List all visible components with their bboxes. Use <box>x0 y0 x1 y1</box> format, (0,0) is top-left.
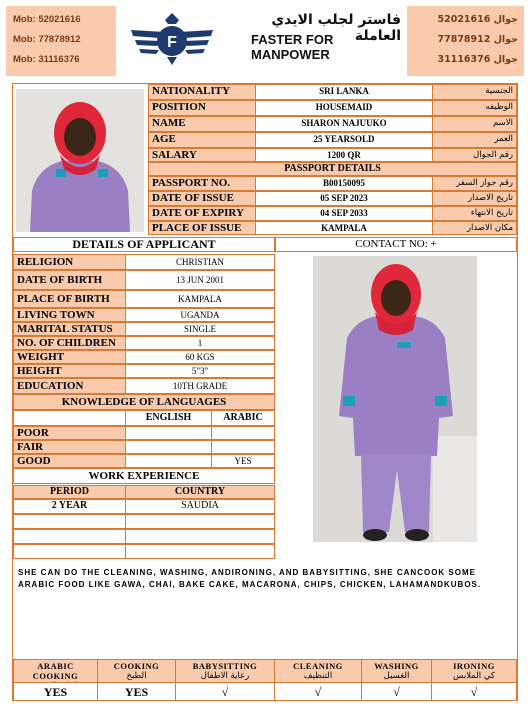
field-label: PLACE OF ISSUE <box>148 221 256 235</box>
field-label: AGE <box>148 132 256 148</box>
skill-header <box>97 659 176 683</box>
passport-details-title: PASSPORT DETAILS <box>148 162 517 176</box>
experience-period <box>13 514 126 529</box>
skill-name: CLEANING <box>293 661 343 671</box>
skill-value: √ <box>175 682 275 701</box>
field-label: SALARY <box>148 148 256 162</box>
field-value: 04 SEP 2033 <box>255 206 433 221</box>
detail-label: MARITAL STATUS <box>13 322 126 336</box>
language-level-label: GOOD <box>13 454 126 468</box>
detail-label: NO. OF CHILDREN <box>13 336 126 350</box>
arabic-header: ARABIC <box>211 410 275 426</box>
detail-label: DATE OF BIRTH <box>13 270 126 290</box>
detail-label: EDUCATION <box>13 378 126 394</box>
skill-name-arabic: كي الملابس <box>453 671 495 681</box>
header-contacts-left <box>6 6 116 76</box>
field-value: SHARON NAJUUKO <box>255 116 433 132</box>
field-label: NATIONALITY <box>148 84 256 100</box>
english-header: ENGLISH <box>125 410 212 426</box>
skill-value: √ <box>274 682 362 701</box>
skill-header <box>361 659 432 683</box>
english-level-value <box>125 440 212 454</box>
field-label-arabic: تاريخ الاصدار <box>432 191 517 206</box>
skill-name: ARABIC COOKING <box>32 661 79 681</box>
field-value: 1200 QR <box>255 148 433 162</box>
field-label: NAME <box>148 116 256 132</box>
logo-letter: F <box>167 34 177 51</box>
period-header: PERIOD <box>13 485 126 499</box>
skills-description: SHE CAN DO THE CLEANING, WASHING, ANDIRONING, AND BABYSITTING, SHE CANCOOK SOME ARABIC FOOD LIKE GAWA, CHAI, BAKE CAKE, MACARONA, CHIPS, CHICKEN, LAHAMANDKUBOS. <box>18 568 482 589</box>
detail-label: LIVING TOWN <box>13 308 126 322</box>
mobile-number: Mob: 77878912 <box>13 34 81 45</box>
experience-country <box>125 514 275 529</box>
field-label-arabic: العمر <box>432 132 517 148</box>
field-label: POSITION <box>148 100 256 116</box>
skill-value: YES <box>97 682 176 701</box>
arabic-level-value: YES <box>211 454 275 468</box>
field-label-arabic: الجنسية <box>432 84 517 100</box>
field-label-arabic: رقم الجوال <box>432 148 517 162</box>
company-name-arabic: فاستر لجلب الايدي العاملة <box>271 12 401 44</box>
detail-value: 10TH GRADE <box>125 378 275 394</box>
blank-cell <box>13 410 126 426</box>
experience-period: 2 YEAR <box>13 499 126 514</box>
field-value: 25 YEARSOLD <box>255 132 433 148</box>
field-value: B00150095 <box>255 176 433 191</box>
detail-value: 1 <box>125 336 275 350</box>
field-label-arabic: مكان الاصدار <box>432 221 517 235</box>
skill-name: BABYSITTING <box>192 661 258 671</box>
skill-header <box>431 659 517 683</box>
mobile-number: Mob: 52021616 <box>13 14 81 25</box>
english-level-value <box>125 426 212 440</box>
field-label-arabic: الاسم <box>432 116 517 132</box>
field-value: SRI LANKA <box>255 84 433 100</box>
skill-name: IRONING <box>453 661 495 671</box>
experience-country <box>125 544 275 559</box>
mobile-number-arabic: 31116376 جوال <box>437 54 518 65</box>
detail-value: 13 JUN 2001 <box>125 270 275 290</box>
field-label-arabic: تاريخ الانتهاء <box>432 206 517 221</box>
eagle-emblem-icon <box>129 10 215 68</box>
field-label: DATE OF EXPIRY <box>148 206 256 221</box>
skill-value: √ <box>431 682 517 701</box>
mobile-number-arabic: 77878912 جوال <box>437 34 518 45</box>
experience-period <box>13 529 126 544</box>
detail-label: PLACE OF BIRTH <box>13 290 126 308</box>
applicant-full-body-photo <box>313 256 477 542</box>
mobile-number-arabic: 52021616 جوال <box>437 14 518 25</box>
experience-country <box>125 529 275 544</box>
contact-number: CONTACT NO: + <box>275 237 517 252</box>
skill-header <box>274 659 362 683</box>
company-logo <box>123 6 401 76</box>
detail-value: 60 KGS <box>125 350 275 364</box>
skill-name-arabic: الغسيل <box>383 671 410 681</box>
experience-country: SAUDIA <box>125 499 275 514</box>
languages-title: KNOWLEDGE OF LANGUAGES <box>13 394 275 410</box>
detail-label: WEIGHT <box>13 350 126 364</box>
skill-value: √ <box>361 682 432 701</box>
skill-name-arabic: رعاية الاطفال <box>200 671 250 681</box>
mobile-number: Mob: 31116376 <box>13 54 80 65</box>
work-experience-title: WORK EXPERIENCE <box>13 468 275 484</box>
header-contacts-right <box>407 6 524 76</box>
skill-name: WASHING <box>374 661 419 671</box>
skill-name-arabic: الطبخ <box>126 671 147 681</box>
company-name-english: FASTER FOR MANPOWER <box>251 32 334 62</box>
country-header: COUNTRY <box>125 485 275 499</box>
detail-label: HEIGHT <box>13 364 126 378</box>
english-level-value <box>125 454 212 468</box>
detail-label: RELIGION <box>13 254 126 270</box>
applicant-portrait-photo <box>16 89 144 232</box>
skill-name-arabic: التنظيف <box>303 671 333 681</box>
field-value: KAMPALA <box>255 221 433 235</box>
detail-value: CHRISTIAN <box>125 254 275 270</box>
skill-name: COOKING <box>113 661 160 671</box>
field-label-arabic: رقم جواز السفر <box>432 176 517 191</box>
language-level-label: POOR <box>13 426 126 440</box>
detail-value: SINGLE <box>125 322 275 336</box>
language-level-label: FAIR <box>13 440 126 454</box>
field-value: HOUSEMAID <box>255 100 433 116</box>
skill-header <box>175 659 275 683</box>
detail-value: UGANDA <box>125 308 275 322</box>
field-value: 05 SEP 2023 <box>255 191 433 206</box>
field-label-arabic: الوظيفه <box>432 100 517 116</box>
skill-value: YES <box>13 682 98 701</box>
arabic-level-value <box>211 440 275 454</box>
detail-value: 5"3" <box>125 364 275 378</box>
detail-value: KAMPALA <box>125 290 275 308</box>
experience-period <box>13 544 126 559</box>
skill-header <box>13 659 98 683</box>
details-title: DETAILS OF APPLICANT <box>13 237 275 252</box>
arabic-level-value <box>211 426 275 440</box>
field-label: PASSPORT NO. <box>148 176 256 191</box>
field-label: DATE OF ISSUE <box>148 191 256 206</box>
